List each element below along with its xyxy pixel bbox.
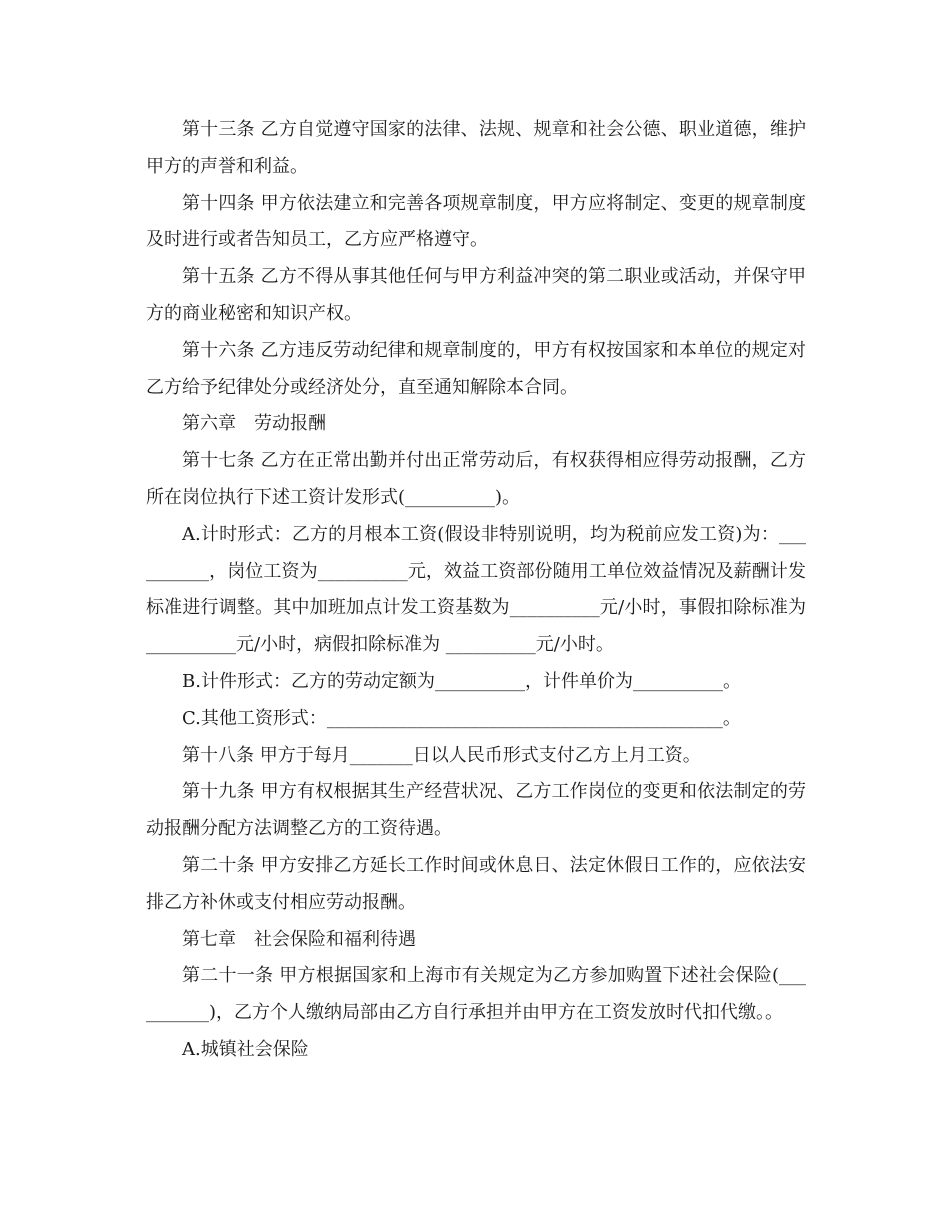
wage-option-b-paragraph: B.计件形式：乙方的劳动定额为__________，计件单价为__________。 xyxy=(182,670,741,692)
article-21-paragraph: 第二十一条 甲方根据国家和上海市有关规定为乙方参加购置下述社会保险(__________)，乙方个人缴纳局部由乙方自行承担并由甲方在工资发放时代扣代缴。。 xyxy=(146,965,806,1024)
document-body xyxy=(146,112,806,1069)
article-15-paragraph: 第十五条 乙方不得从事其他任何与甲方利益冲突的第二职业或活动，并保守甲方的商业秘密和知识产权。 xyxy=(146,266,806,324)
article-13-paragraph: 第十三条 乙方自觉遵守国家的法律、法规、规章和社会公德、职业道德，维护甲方的声誉和利益。 xyxy=(146,119,806,177)
chapter-6-heading: 第六章 劳动报酬 xyxy=(182,413,326,435)
article-19-paragraph: 第十九条 甲方有权根据其生产经营状况、乙方工作岗位的变更和依法制定的劳动报酬分配方法调整乙方的工资待遇。 xyxy=(146,781,806,840)
article-18-paragraph: 第十八条 甲方于每月_______日以人民币形式支付乙方上月工资。 xyxy=(182,744,701,766)
wage-option-a-paragraph: A.计时形式：乙方的月根本工资(假设非特别说明，均为税前应发工资)为：__________，岗位工资为__________元，效益工资部份随用工单位效益情况及薪酬计发标准进行调整。其中加班加点计发工资基数为__________元/小时，事假扣除标准为__________元/小时，病假扣除标准为 __________元/小时。 xyxy=(146,523,806,656)
wage-option-c-paragraph: C.其他工资形式：____________________________________________。 xyxy=(182,707,741,729)
article-20-paragraph: 第二十条 甲方安排乙方延长工作时间或休息日、法定休假日工作的，应依法安排乙方补休或支付相应劳动报酬。 xyxy=(146,854,806,913)
article-16-paragraph: 第十六条 乙方违反劳动纪律和规章制度的，甲方有权按国家和本单位的规定对乙方给予纪律处分或经济处分，直至通知解除本合同。 xyxy=(146,339,806,398)
insurance-option-a-paragraph: A.城镇社会保险 xyxy=(182,1038,309,1060)
article-14-paragraph: 第十四条 甲方依法建立和完善各项规章制度，甲方应将制定、变更的规章制度及时进行或者告知员工，乙方应严格遵守。 xyxy=(146,192,806,251)
article-17-paragraph: 第十七条 乙方在正常出勤并付出正常劳动后，有权获得相应得劳动报酬，乙方所在岗位执行下述工资计发形式(__________)。 xyxy=(146,450,806,508)
chapter-7-heading: 第七章 社会保险和福利待遇 xyxy=(182,928,416,950)
